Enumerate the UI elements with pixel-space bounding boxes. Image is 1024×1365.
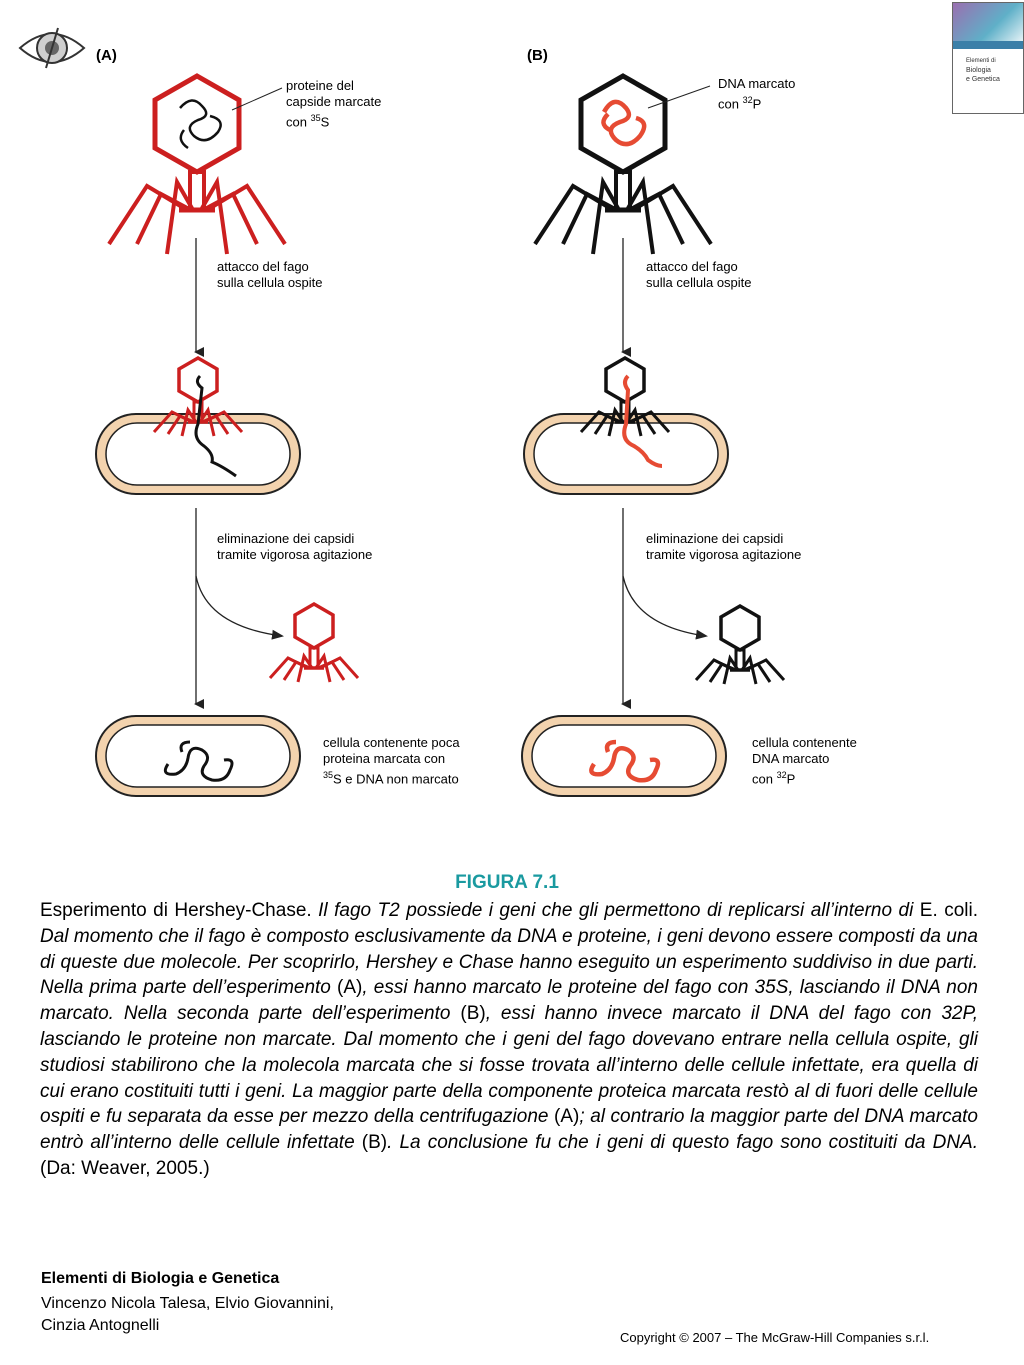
note-b-attach: attacco del fago sulla cellula ospite bbox=[646, 259, 752, 290]
note-a-capsid: proteine del capside marcate con $^{35}$S bbox=[286, 78, 382, 130]
eye-icon bbox=[20, 28, 84, 68]
cell-a-result bbox=[96, 716, 300, 796]
note-a-attach: attacco del fago sulla cellula ospite bbox=[217, 259, 323, 290]
figure-caption: Esperimento di Hershey-Chase. Il fago T2 possiede i geni che gli permettono di replicarsi all’interno di E. coli. Dal momento che il fago è composto esclusivamente da DNA e proteine, i geni devono essere composti da una di queste due molecole. Per scoprirlo, Hershey e Chase hanno eseguito un esperimento suddiviso in due parti. Nella prima parte dell’esperimento (A), essi hanno marcato le proteine del fago con 35S, lasciando il DNA non marcato. Nella seconda parte dell’esperimento (B), essi hanno invece marcato il DNA del fago con 32P, lasciando le proteine non marcate. Dal momento che i geni del fago dovevano entrare nella cellula ospite, gli studiosi stabilirono che la molecola marcata che si fosse trovata all’interno delle cellule infettate, era quella di cui erano costituiti tutti i geni. La maggior parte della componente proteica marcata restò al di fuori delle cellule ospiti e fu separata da esse per mezzo della centrifugazione (A); al contrario la maggior parte del DNA marcato entrò all’interno delle cellule infettate (B). La conclusione fu che i geni di questo fago sono costituiti da DNA. (Da: Weaver, 2005.) bbox=[40, 900, 978, 1179]
arrow-b-branch bbox=[623, 576, 706, 636]
book-title: Elementi di Biologia e Genetica bbox=[41, 1270, 280, 1287]
note-b-result: cellula contenente DNA marcato con $^{32}$P bbox=[752, 735, 857, 787]
dna-a-top bbox=[180, 100, 221, 148]
phage-b-removed bbox=[696, 606, 784, 684]
book-cover: Elementi di Biologia e Genetica bbox=[952, 2, 1024, 114]
cover-strip bbox=[953, 41, 1023, 49]
cell-b-result bbox=[522, 716, 726, 796]
arrow-a-branch bbox=[196, 576, 282, 636]
dna-b-top bbox=[603, 102, 644, 144]
phage-a-removed bbox=[270, 604, 358, 682]
panel-label-b: (B) bbox=[527, 47, 548, 64]
book-authors: Vincenzo Nicola Talesa, Elvio Giovannini, Cinzia Antognelli bbox=[41, 1295, 334, 1334]
note-a-result: cellula contenente poca proteina marcata con $^{35}$S e DNA non marcato bbox=[323, 735, 460, 787]
copyright-notice: Copyright © 2007 – The McGraw-Hill Companies s.r.l. bbox=[620, 1330, 930, 1345]
figure-title: FIGURA 7.1 bbox=[455, 872, 559, 893]
note-b-shake: eliminazione dei capsidi tramite vigorosa agitazione bbox=[646, 531, 802, 562]
panel-label-a: (A) bbox=[96, 47, 117, 64]
note-b-dna: DNA marcato con $^{32}$P bbox=[718, 76, 796, 112]
note-a-shake: eliminazione dei capsidi tramite vigorosa agitazione bbox=[217, 531, 373, 562]
cover-photo-band bbox=[953, 3, 1023, 41]
